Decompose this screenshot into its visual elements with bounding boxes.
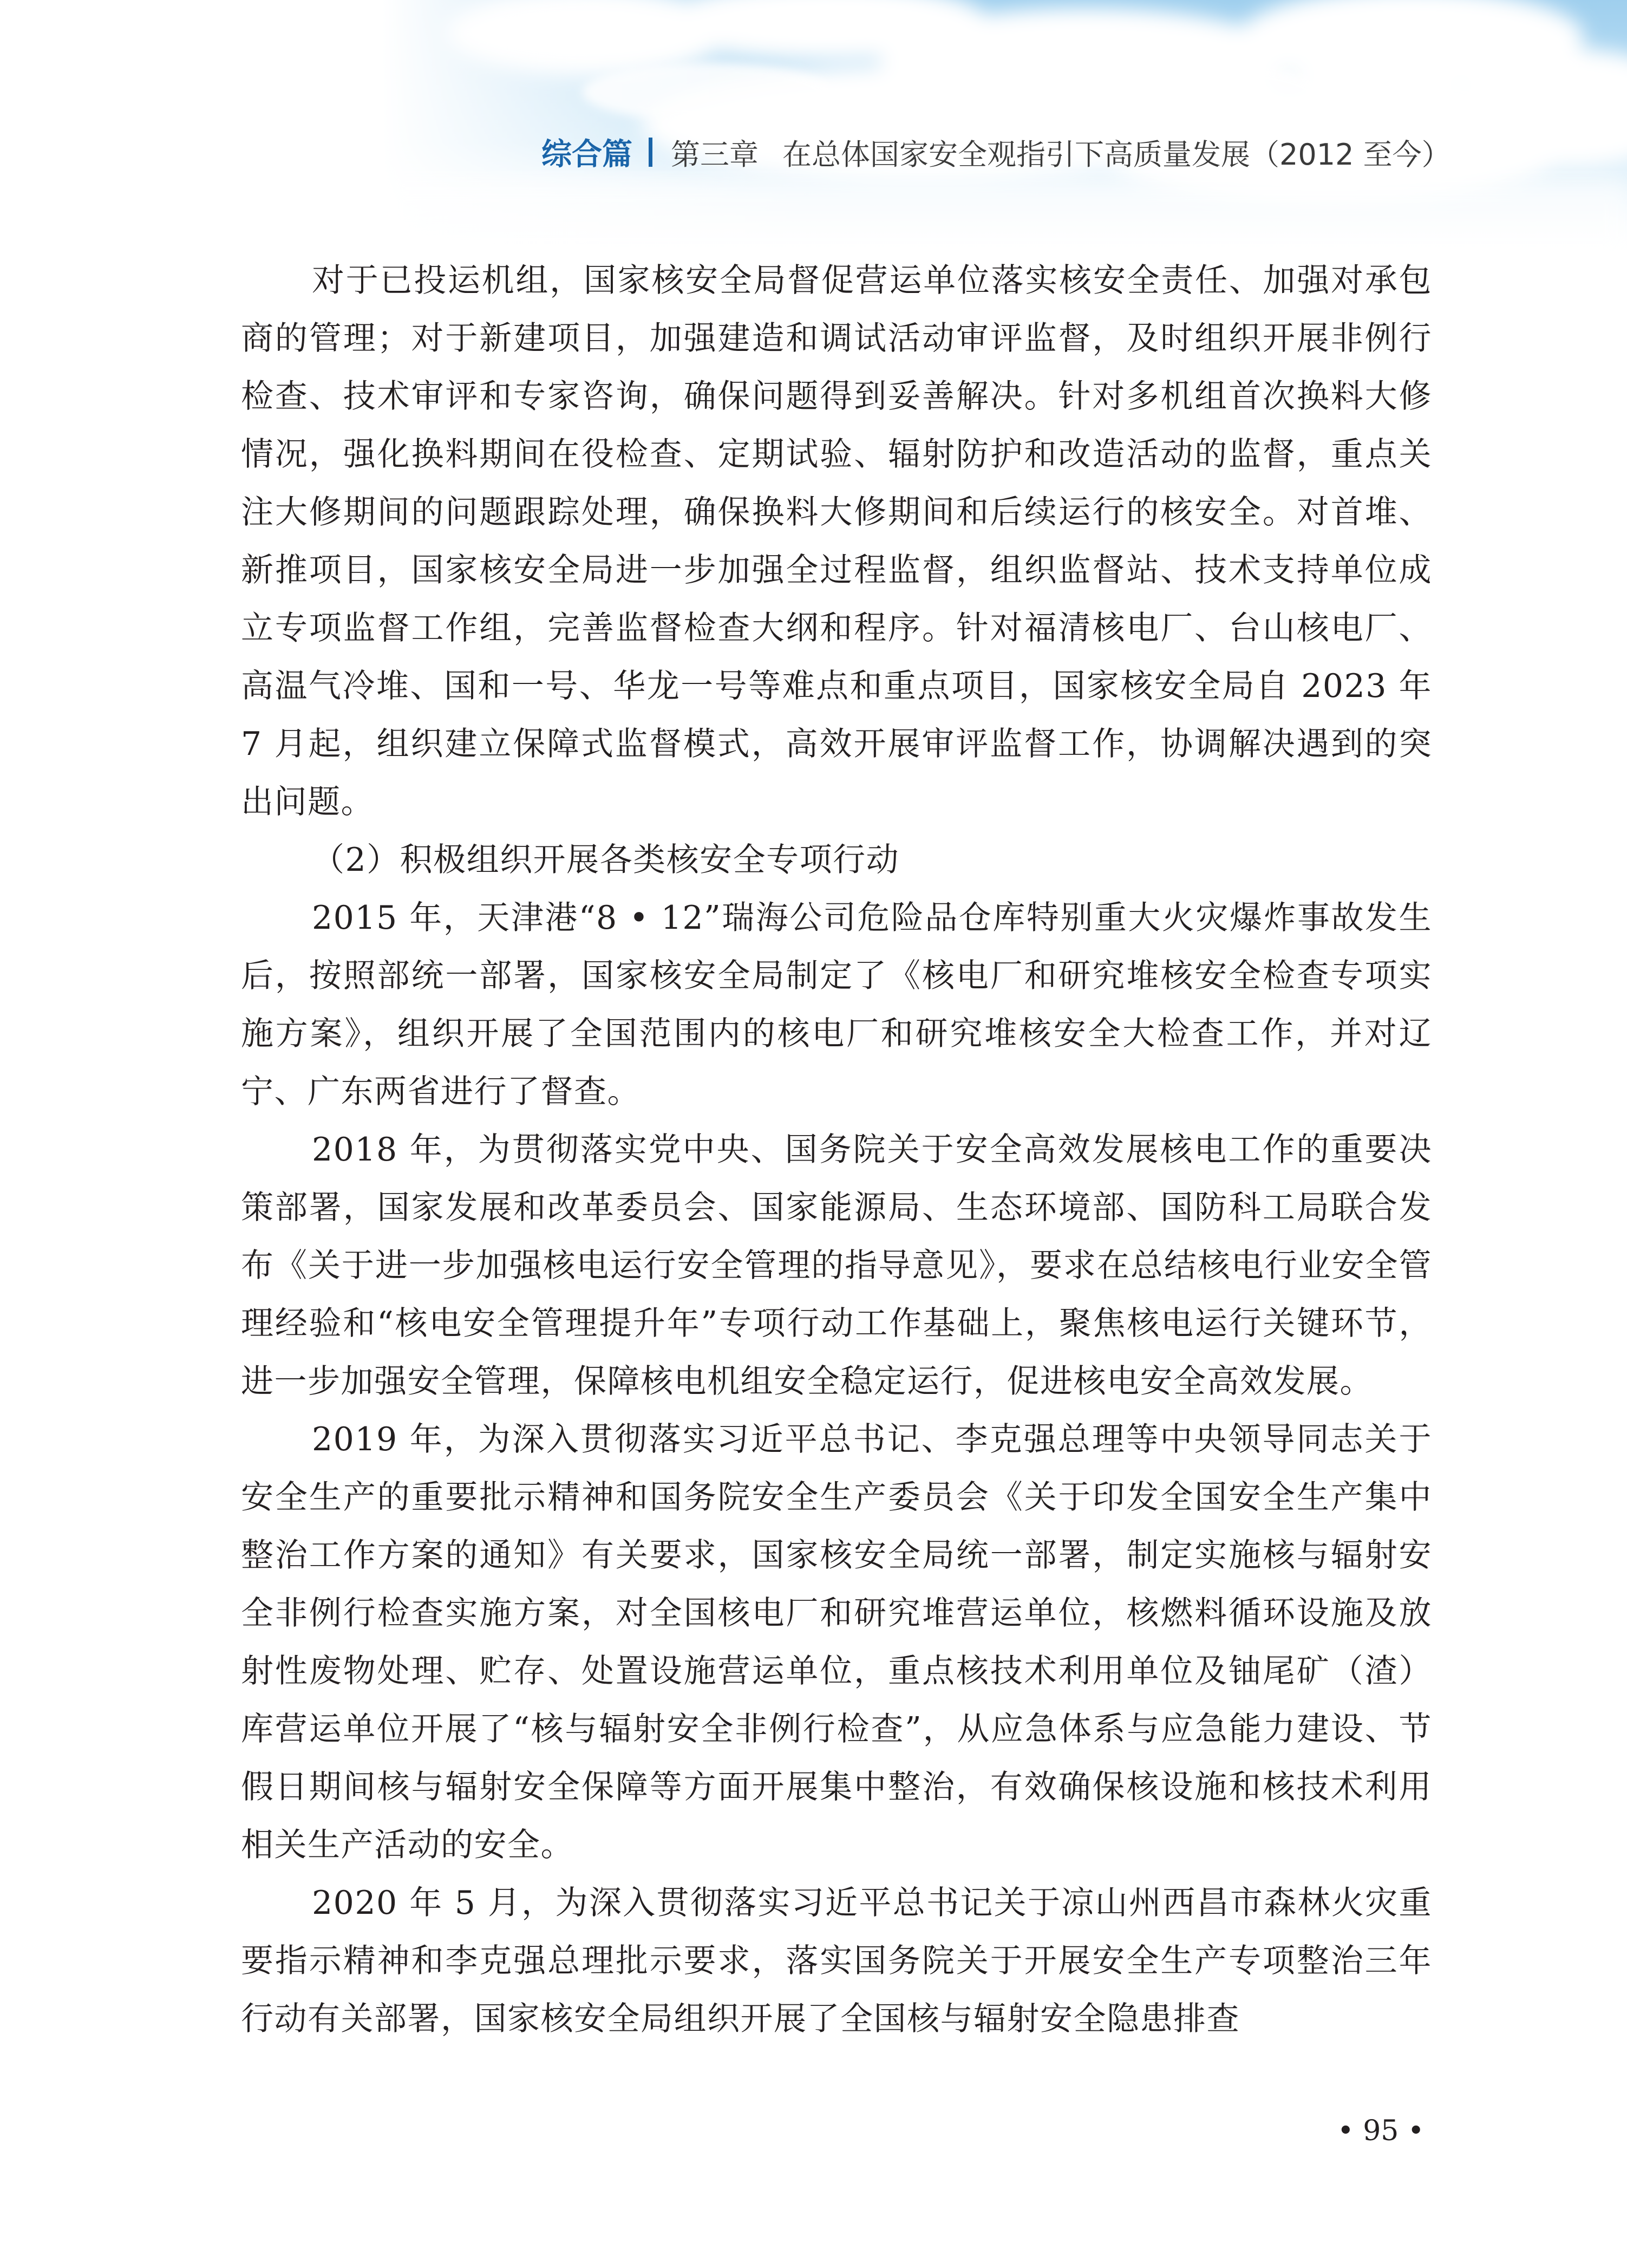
part-label: 综合篇 <box>541 137 632 172</box>
paragraph: 2019 年，为深入贯彻落实习近平总书记、李克强总理等中央领导同志关于安全生产的重要批示精神和国务院安全生产委员会《关于印发全国安全生产集中整治工作方案的通知》有关要求，国家核安全局统一部署，制定实施核与辐射安全非例行检查实施方案，对全国核电厂和研究堆营运单位，核燃料循环设施及放射性废物处理、贮存、处置设施营运单位，重点核技术利用单位及铀尾矿（渣）库营运单位开展了“核与辐射安全非例行检查”，从应急体系与应急能力建设、节假日期间核与辐射安全保障等方面开展集中整治，有效确保核设施和核技术利用相关生产活动的安全。 <box>241 1420 1432 1864</box>
chapter-label: 第三章 <box>671 137 759 172</box>
section-heading: （2）积极组织开展各类核安全专项行动 <box>312 841 900 879</box>
paragraph: 2015 年，天津港“8 • 12”瑞海公司危险品仓库特别重大火灾爆炸事故发生后，按照部统一部署，国家核安全局制定了《核电厂和研究堆核安全检查专项实施方案》，组织开展了全国范围内的核电厂和研究堆核安全大检查工作，并对辽宁、广东两省进行了督查。 <box>241 899 1432 1111</box>
page-number: • 95 • <box>1337 2115 1425 2147</box>
header-divider <box>649 138 652 167</box>
paragraph: 2018 年，为贯彻落实党中央、国务院关于安全高效发展核电工作的重要决策部署，国家发展和改革委员会、国家能源局、生态环境部、国防科工局联合发布《关于进一步加强核电运行安全管理的指导意见》，要求在总结核电行业安全管理经验和“核电安全管理提升年”专项行动工作基础上，聚焦核电运行关键环节，进一步加强安全管理，保障核电机组安全稳定运行，促进核电安全高效发展。 <box>241 1131 1432 1400</box>
running-header <box>541 128 1451 177</box>
paragraph: 对于已投运机组，国家核安全局督促营运单位落实核安全责任、加强对承包商的管理；对于新建项目，加强建造和调试活动审评监督，及时组织开展非例行检查、技术审评和专家咨询，确保问题得到妥善解决。针对多机组首次换料大修情况，强化换料期间在役检查、定期试验、辐射防护和改造活动的监督，重点关注大修期间的问题跟踪处理，确保换料大修期间和后续运行的核安全。对首堆、新推项目，国家核安全局进一步加强全过程监督，组织监督站、技术支持单位成立专项监督工作组，完善监督检查大纲和程序。针对福清核电厂、台山核电厂、高温气冷堆、国和一号、华龙一号等难点和重点项目，国家核安全局自 2023 年 7 月起，组织建立保障式监督模式，高效开展审评监督工作，协调解决遇到的突出问题。 <box>241 262 1432 821</box>
body-text <box>241 252 1432 2048</box>
paragraph: 2020 年 5 月，为深入贯彻落实习近平总书记关于凉山州西昌市森林火灾重要指示精神和李克强总理批示要求，落实国务院关于开展安全生产专项整治三年行动有关部署，国家核安全局组织开展了全国核与辐射安全隐患排查 <box>241 1884 1432 2038</box>
chapter-title: 在总体国家安全观指引下高质量发展（2012 至今） <box>782 137 1451 172</box>
